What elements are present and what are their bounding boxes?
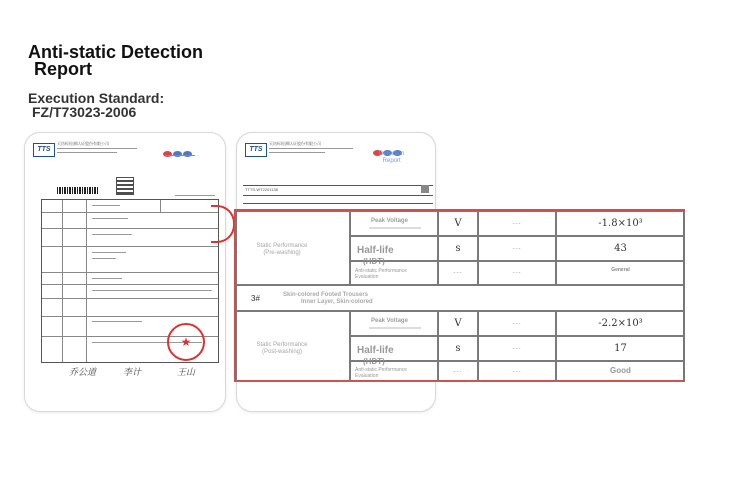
peak-voltage-label-cell [350,311,438,336]
side-seal-stamp [211,205,235,243]
half-life-requirement: --- [512,246,522,252]
evaluation-label: Anti-static Performance Evaluation [355,367,407,379]
pre-washing-label: Static Performance (Pre-washing) [256,243,308,256]
evaluation-unit: --- [453,369,463,375]
qr-code [117,178,133,194]
signature-3: 王山 [177,368,196,378]
peak-voltage-label: Peak Voltage [371,318,408,324]
evaluation-requirement: --- [512,270,522,276]
evaluation-label: Anti-static Performance Evaluation [355,268,407,280]
peak-voltage-value: -2.2×10³ [598,318,643,329]
evaluation-label-cell [350,361,438,382]
accreditation-badges [163,144,193,162]
peak-voltage-unit: V [454,218,462,229]
peak-voltage-requirement: --- [512,321,522,327]
sample-row [236,285,685,311]
report-title-line2: Report [34,59,92,79]
half-life-label-cell [350,236,438,266]
sample-desc-line2: Inner Layer, Skin-colored [301,299,373,305]
report-title-line1: Anti-static Detection [28,42,204,62]
peak-voltage-label: Peak Voltage [371,218,408,224]
half-life-unit: s [455,343,461,354]
org-name: 天纺标检测认证股份有限公司 [57,141,109,146]
half-life-requirement: --- [512,346,522,352]
peak-voltage-requirement: --- [512,221,522,227]
post-washing-label: Static Performance (Post-washing) [256,342,308,355]
half-life-label-cell [350,336,438,366]
report-label: Report [382,158,401,164]
peak-voltage-unit: V [454,318,462,329]
report-title [28,44,203,78]
peak-voltage-value: -1.8×10³ [598,218,643,229]
evaluation-value: General [611,267,630,273]
signature-1: 乔公道 [69,368,97,378]
execution-standard [28,91,164,119]
report-number: TTTS-WT2201138 [245,187,278,192]
evaluation-value: Good [610,366,631,375]
sample-desc-line1: Skin-colored Footed Trousers [283,292,369,298]
evaluation-requirement: --- [512,369,522,375]
half-life-label: Half-life [357,245,394,256]
tts-logo: TTS [245,143,267,157]
pre-washing-section [236,211,350,285]
half-life-sub: (HDT) [363,357,385,366]
sample-number: 3# [251,294,260,303]
half-life-value: 17 [614,343,627,354]
evaluation-label-cell [350,261,438,285]
red-seal-stamp: ★ [167,323,205,361]
detection-report-label [379,151,404,165]
half-life-label: Half-life [357,345,394,356]
execution-standard-code: FZ/T73023-2006 [32,104,137,120]
peak-voltage-label-cell [350,211,438,236]
execution-standard-label: Execution Standard: [28,90,165,106]
report-page-1 [24,132,226,412]
half-life-sub: (HDT) [363,257,385,266]
detection-label: Detection [379,151,405,157]
antistatic-results-table [234,209,685,382]
signature-2: 李计 [123,368,142,378]
half-life-value: 43 [614,243,627,254]
post-washing-section [236,311,350,382]
org-name: 天纺标检测认证股份有限公司 [269,141,321,146]
sample-description [283,292,373,306]
barcode [57,187,99,194]
tts-logo: TTS [33,143,55,157]
evaluation-unit: --- [453,270,463,276]
half-life-unit: s [455,243,461,254]
